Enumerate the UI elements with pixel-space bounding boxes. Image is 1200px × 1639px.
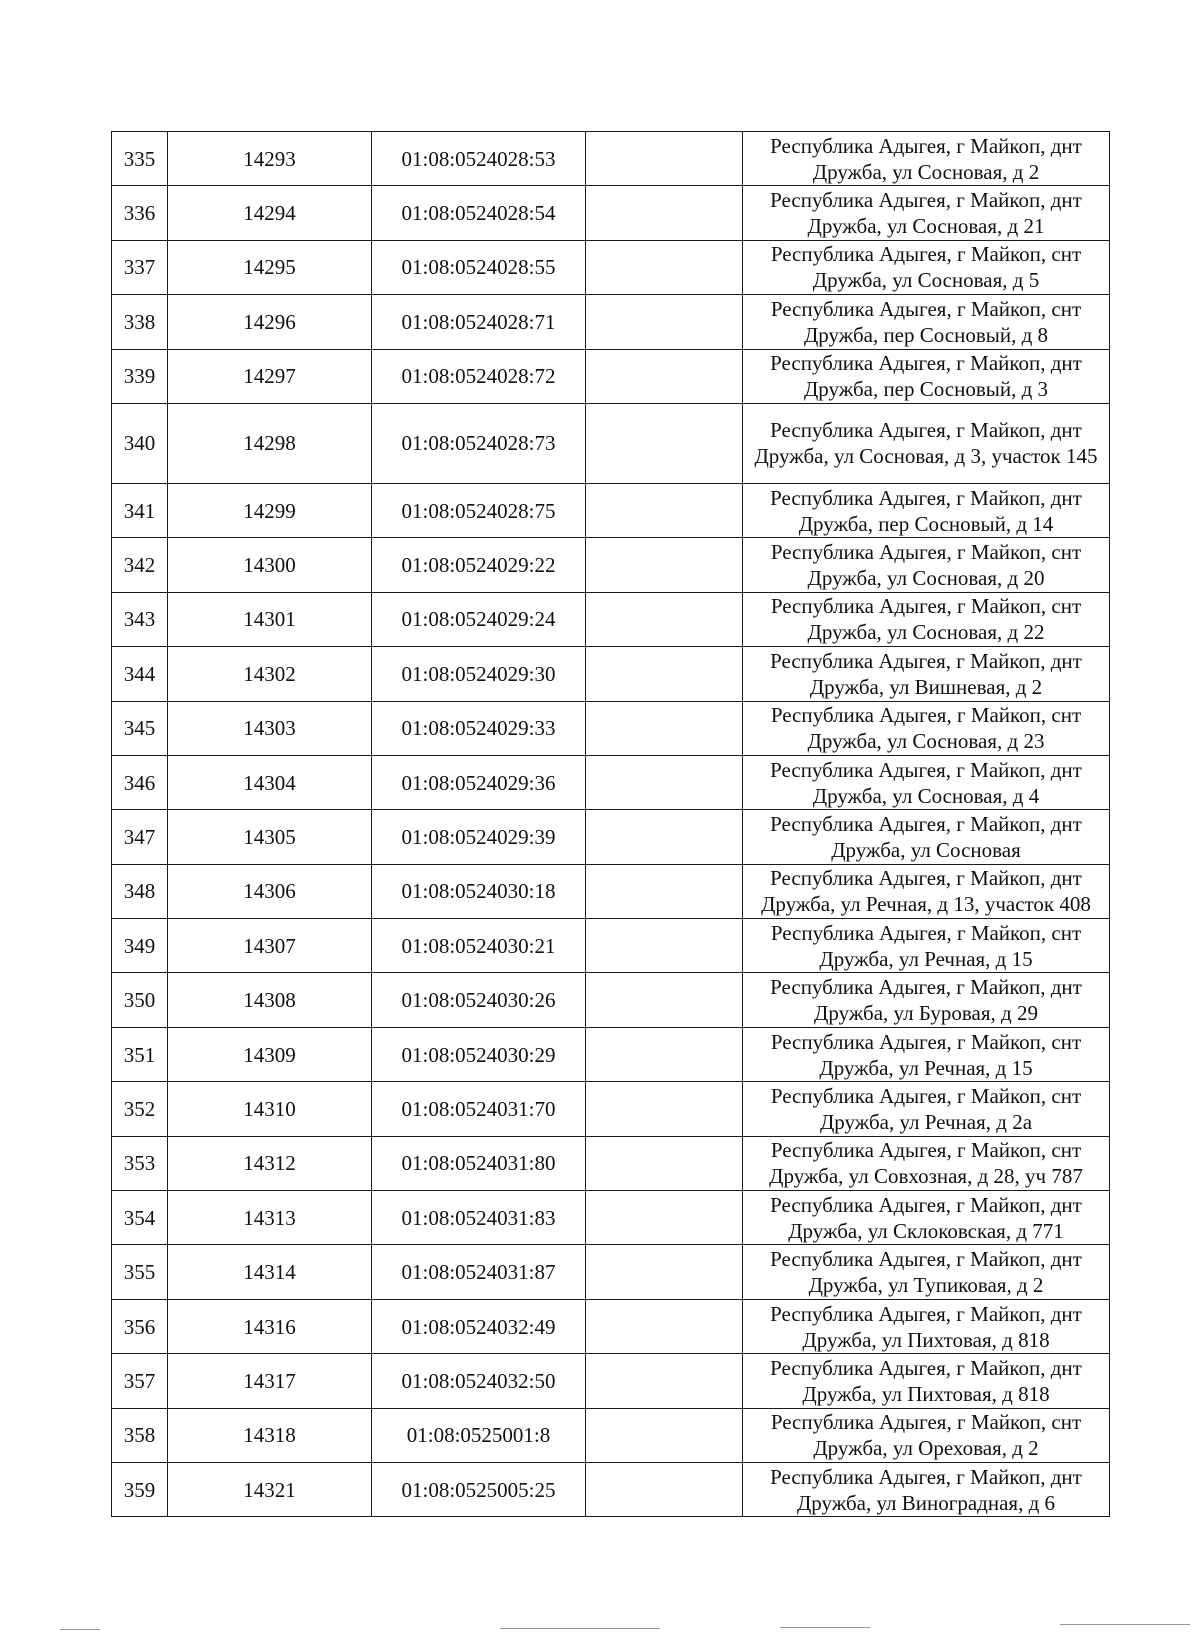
table-row — [112, 1408, 1110, 1462]
cadastral-number: 01:08:0524030:18 — [372, 864, 586, 918]
table-row — [112, 186, 1110, 240]
empty-cell — [586, 240, 743, 294]
address: Республика Адыгея, г Майкоп, снт Дружба, ул Речная, д 15 — [743, 919, 1110, 973]
object-id: 14301 — [168, 592, 372, 646]
cadastral-number: 01:08:0524032:50 — [372, 1354, 586, 1408]
table-row — [112, 1191, 1110, 1245]
table-row — [112, 810, 1110, 864]
object-id: 14293 — [168, 132, 372, 186]
address: Республика Адыгея, г Майкоп, снт Дружба, ул Ореховая, д 2 — [743, 1408, 1110, 1462]
scan-artifact — [60, 1629, 100, 1630]
address: Республика Адыгея, г Майкоп, днт Дружба, ул Вишневая, д 2 — [743, 647, 1110, 701]
row-number: 347 — [112, 810, 168, 864]
object-id: 14313 — [168, 1191, 372, 1245]
empty-cell — [586, 403, 743, 483]
empty-cell — [586, 1082, 743, 1136]
address: Республика Адыгея, г Майкоп, днт Дружба, ул Пихтовая, д 818 — [743, 1354, 1110, 1408]
row-number: 351 — [112, 1027, 168, 1081]
address: Республика Адыгея, г Майкоп, снт Дружба, ул Речная, д 15 — [743, 1027, 1110, 1081]
object-id: 14294 — [168, 186, 372, 240]
cadastral-number: 01:08:0524029:33 — [372, 701, 586, 755]
object-id: 14317 — [168, 1354, 372, 1408]
empty-cell — [586, 349, 743, 403]
cadastral-number: 01:08:0524029:36 — [372, 755, 586, 809]
empty-cell — [586, 483, 743, 537]
empty-cell — [586, 1462, 743, 1516]
scan-artifact — [500, 1628, 660, 1629]
address: Республика Адыгея, г Майкоп, днт Дружба, ул Сосновая, д 3, участок 145 — [743, 403, 1110, 483]
address: Республика Адыгея, г Майкоп, днт Дружба, ул Тупиковая, д 2 — [743, 1245, 1110, 1299]
object-id: 14306 — [168, 864, 372, 918]
table-row — [112, 483, 1110, 537]
object-id: 14308 — [168, 973, 372, 1027]
cadastral-number: 01:08:0524032:49 — [372, 1299, 586, 1353]
table-row — [112, 349, 1110, 403]
object-id: 14321 — [168, 1462, 372, 1516]
empty-cell — [586, 755, 743, 809]
object-id: 14297 — [168, 349, 372, 403]
object-id: 14314 — [168, 1245, 372, 1299]
empty-cell — [586, 973, 743, 1027]
row-number: 338 — [112, 295, 168, 349]
row-number: 353 — [112, 1136, 168, 1190]
row-number: 345 — [112, 701, 168, 755]
object-id: 14302 — [168, 647, 372, 701]
object-id: 14312 — [168, 1136, 372, 1190]
row-number: 337 — [112, 240, 168, 294]
table-row — [112, 1462, 1110, 1516]
row-number: 341 — [112, 483, 168, 537]
empty-cell — [586, 1408, 743, 1462]
table-row — [112, 538, 1110, 592]
cadastral-number: 01:08:0524031:87 — [372, 1245, 586, 1299]
object-id: 14305 — [168, 810, 372, 864]
row-number: 356 — [112, 1299, 168, 1353]
cadastral-number: 01:08:0524028:54 — [372, 186, 586, 240]
table-row — [112, 403, 1110, 483]
empty-cell — [586, 186, 743, 240]
row-number: 358 — [112, 1408, 168, 1462]
object-id: 14298 — [168, 403, 372, 483]
table-row — [112, 132, 1110, 186]
row-number: 348 — [112, 864, 168, 918]
empty-cell — [586, 919, 743, 973]
address: Республика Адыгея, г Майкоп, днт Дружба, ул Сосновая, д 21 — [743, 186, 1110, 240]
empty-cell — [586, 864, 743, 918]
object-id: 14299 — [168, 483, 372, 537]
object-id: 14303 — [168, 701, 372, 755]
table-row — [112, 1027, 1110, 1081]
address: Республика Адыгея, г Майкоп, снт Дружба, ул Речная, д 2а — [743, 1082, 1110, 1136]
address: Республика Адыгея, г Майкоп, днт Дружба, ул Склоковская, д 771 — [743, 1191, 1110, 1245]
cadastral-number: 01:08:0524030:21 — [372, 919, 586, 973]
address: Республика Адыгея, г Майкоп, снт Дружба, ул Сосновая, д 23 — [743, 701, 1110, 755]
registry-table — [111, 131, 1110, 1517]
object-id: 14304 — [168, 755, 372, 809]
object-id: 14296 — [168, 295, 372, 349]
table-row — [112, 919, 1110, 973]
empty-cell — [586, 295, 743, 349]
table-row — [112, 295, 1110, 349]
empty-cell — [586, 592, 743, 646]
table-row — [112, 1245, 1110, 1299]
cadastral-number: 01:08:0524031:83 — [372, 1191, 586, 1245]
row-number: 352 — [112, 1082, 168, 1136]
cadastral-number: 01:08:0524028:55 — [372, 240, 586, 294]
row-number: 344 — [112, 647, 168, 701]
cadastral-number: 01:08:0524028:72 — [372, 349, 586, 403]
row-number: 355 — [112, 1245, 168, 1299]
row-number: 346 — [112, 755, 168, 809]
cadastral-number: 01:08:0524031:70 — [372, 1082, 586, 1136]
address: Республика Адыгея, г Майкоп, снт Дружба, ул Совхозная, д 28, уч 787 — [743, 1136, 1110, 1190]
address: Республика Адыгея, г Майкоп, днт Дружба, ул Буровая, д 29 — [743, 973, 1110, 1027]
cadastral-number: 01:08:0524028:71 — [372, 295, 586, 349]
row-number: 343 — [112, 592, 168, 646]
scan-artifact — [1060, 1624, 1190, 1625]
empty-cell — [586, 538, 743, 592]
address: Республика Адыгея, г Майкоп, днт Дружба, ул Сосновая, д 2 — [743, 132, 1110, 186]
object-id: 14309 — [168, 1027, 372, 1081]
table-row — [112, 240, 1110, 294]
empty-cell — [586, 810, 743, 864]
empty-cell — [586, 1027, 743, 1081]
empty-cell — [586, 132, 743, 186]
address: Республика Адыгея, г Майкоп, днт Дружба, ул Речная, д 13, участок 408 — [743, 864, 1110, 918]
row-number: 357 — [112, 1354, 168, 1408]
object-id: 14310 — [168, 1082, 372, 1136]
object-id: 14307 — [168, 919, 372, 973]
row-number: 340 — [112, 403, 168, 483]
cadastral-number: 01:08:0524030:26 — [372, 973, 586, 1027]
row-number: 336 — [112, 186, 168, 240]
address: Республика Адыгея, г Майкоп, снт Дружба, пер Сосновый, д 8 — [743, 295, 1110, 349]
object-id: 14300 — [168, 538, 372, 592]
empty-cell — [586, 1354, 743, 1408]
table-row — [112, 592, 1110, 646]
object-id: 14316 — [168, 1299, 372, 1353]
object-id: 14318 — [168, 1408, 372, 1462]
row-number: 359 — [112, 1462, 168, 1516]
address: Республика Адыгея, г Майкоп, снт Дружба, ул Сосновая, д 5 — [743, 240, 1110, 294]
empty-cell — [586, 1191, 743, 1245]
empty-cell — [586, 647, 743, 701]
table-row — [112, 1136, 1110, 1190]
cadastral-number: 01:08:0524028:73 — [372, 403, 586, 483]
cadastral-number: 01:08:0525005:25 — [372, 1462, 586, 1516]
address: Республика Адыгея, г Майкоп, снт Дружба, ул Сосновая, д 20 — [743, 538, 1110, 592]
table-row — [112, 864, 1110, 918]
address: Республика Адыгея, г Майкоп, днт Дружба, ул Сосновая — [743, 810, 1110, 864]
empty-cell — [586, 1136, 743, 1190]
address: Республика Адыгея, г Майкоп, снт Дружба, ул Сосновая, д 22 — [743, 592, 1110, 646]
scan-artifact — [780, 1627, 870, 1628]
address: Республика Адыгея, г Майкоп, днт Дружба, пер Сосновый, д 3 — [743, 349, 1110, 403]
address: Республика Адыгея, г Майкоп, днт Дружба, пер Сосновый, д 14 — [743, 483, 1110, 537]
cadastral-number: 01:08:0524029:24 — [372, 592, 586, 646]
registry-table-body — [112, 132, 1110, 1517]
address: Республика Адыгея, г Майкоп, днт Дружба, ул Виноградная, д 6 — [743, 1462, 1110, 1516]
cadastral-number: 01:08:0524029:22 — [372, 538, 586, 592]
empty-cell — [586, 1299, 743, 1353]
cadastral-number: 01:08:0524031:80 — [372, 1136, 586, 1190]
address: Республика Адыгея, г Майкоп, днт Дружба, ул Пихтовая, д 818 — [743, 1299, 1110, 1353]
table-row — [112, 647, 1110, 701]
empty-cell — [586, 701, 743, 755]
cadastral-number: 01:08:0524028:53 — [372, 132, 586, 186]
row-number: 349 — [112, 919, 168, 973]
cadastral-number: 01:08:0524028:75 — [372, 483, 586, 537]
cadastral-number: 01:08:0524029:39 — [372, 810, 586, 864]
empty-cell — [586, 1245, 743, 1299]
table-row — [112, 1299, 1110, 1353]
object-id: 14295 — [168, 240, 372, 294]
address: Республика Адыгея, г Майкоп, днт Дружба, ул Сосновая, д 4 — [743, 755, 1110, 809]
cadastral-number: 01:08:0524030:29 — [372, 1027, 586, 1081]
cadastral-number: 01:08:0524029:30 — [372, 647, 586, 701]
row-number: 342 — [112, 538, 168, 592]
table-row — [112, 701, 1110, 755]
row-number: 339 — [112, 349, 168, 403]
table-row — [112, 1082, 1110, 1136]
table-row — [112, 1354, 1110, 1408]
row-number: 335 — [112, 132, 168, 186]
row-number: 350 — [112, 973, 168, 1027]
table-row — [112, 755, 1110, 809]
cadastral-number: 01:08:0525001:8 — [372, 1408, 586, 1462]
row-number: 354 — [112, 1191, 168, 1245]
table-row — [112, 973, 1110, 1027]
